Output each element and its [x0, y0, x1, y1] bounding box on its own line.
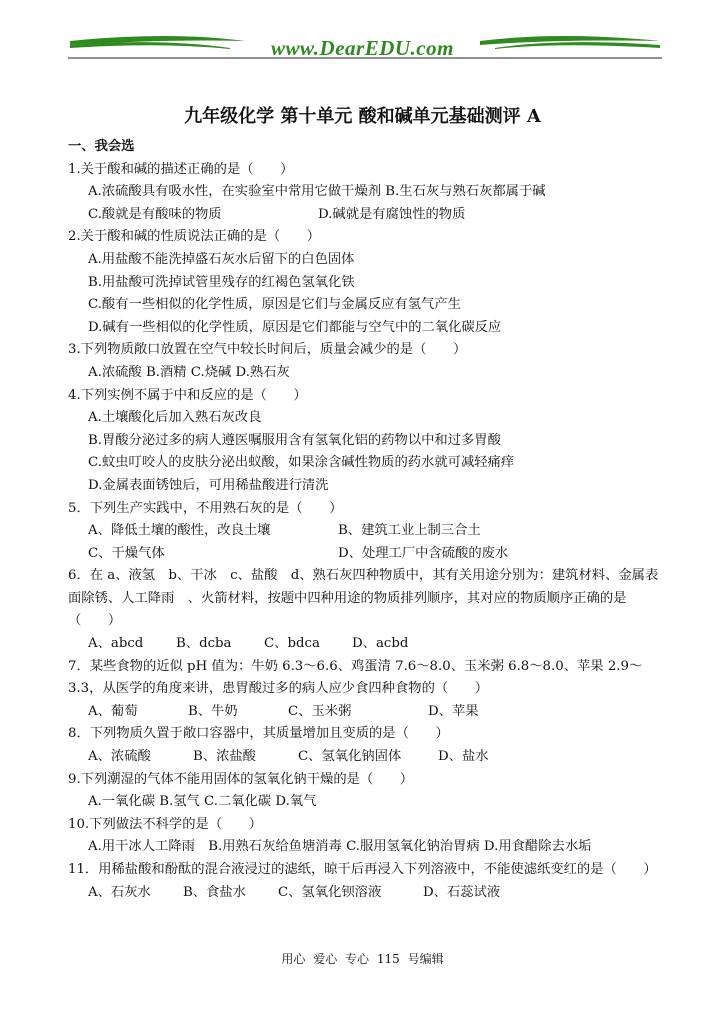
question-option: B、浓盐酸: [193, 749, 256, 765]
question-option-line: C.酸有一些相似的化学性质，原因是它们与金属反应有氢气产生: [88, 297, 461, 313]
question-option: D、处理工厂中含硫酸的废水: [338, 545, 509, 561]
question-option-row: [68, 746, 668, 769]
question-stem: 1.关于酸和碱的描述正确的是（ ）: [68, 161, 294, 177]
question-option-pair: [68, 204, 668, 227]
question-stem: 2.关于酸和碱的性质说法正确的是（ ）: [68, 229, 321, 245]
question-stem: 9.下列潮湿的气体不能用固体的氢氧化钠干燥的是（ ）: [68, 771, 414, 787]
question-option: A、葡萄: [88, 703, 138, 719]
question-option-line: B.胃酸分泌过多的病人遵医嘱服用含有氢氧化铝的药物以中和过多胃酸: [88, 432, 501, 448]
question-stem: 5．下列生产实践中，不用熟石灰的是（ ）: [68, 500, 343, 516]
question-stem: 8．下列物质久置于敞口容器中，其质量增加且变质的是（ ）: [68, 726, 449, 742]
question-option: D、石蕊试液: [423, 884, 501, 900]
question-option-line: A.一氧化碳 B.氢气 C.二氧化碳 D.氧气: [88, 794, 317, 810]
question-option-row: [68, 701, 668, 724]
question-option: B、dcba: [176, 636, 232, 652]
question-option-pair: [68, 520, 668, 543]
question-stem: 3.下列物质敞口放置在空气中较长时间后，质量会减少的是（ ）: [68, 342, 467, 358]
question-option: D、苹果: [428, 703, 479, 719]
question-option-line: C.蚊虫叮咬人的皮肤分泌出蚁酸，如果涂含碱性物质的药水就可减轻痛痒: [88, 455, 515, 471]
question-option: A、abcd: [88, 636, 144, 652]
question-option: C、氢氧化钠固体: [298, 749, 402, 765]
question-option: C、氢氧化钡溶液: [278, 884, 382, 900]
question-option-row: [68, 633, 668, 656]
page-header: [0, 28, 725, 68]
question-option: C、干燥气体: [88, 545, 165, 561]
question-option: B、牛奶: [188, 703, 238, 719]
question-stem: 4.下列实例不属于中和反应的是（ ）: [68, 387, 307, 403]
section-heading: 一、我会选: [68, 139, 135, 154]
question-option-line: A.用干冰人工降雨 B.用熟石灰给鱼塘消毒 C.服用氢氧化钠治胃病 D.用食醋除去水垢: [88, 839, 592, 855]
site-logo: www.DearEDU.com: [271, 36, 454, 60]
question-option: D、盐水: [438, 749, 489, 765]
question-option-line: A.浓硫酸 B.酒精 C.烧碱 D.熟石灰: [88, 364, 290, 380]
question-option-line: A.土壤酸化后加入熟石灰改良: [88, 410, 262, 426]
page-footer: 用心 爱心 专心 115 号编辑: [281, 952, 444, 966]
question-option: C、玉米粥: [288, 703, 352, 719]
question-option: C.酸就是有酸味的物质: [88, 206, 222, 222]
question-option-line: A.浓硫酸具有吸水性，在实验室中常用它做干燥剂 B.生石灰与熟石灰都属于碱: [88, 184, 546, 200]
question-stem: 11．用稀盐酸和酚酞的混合液浸过的滤纸，晾干后再浸入下列溶液中，不能使滤纸变红的是（ ）: [68, 862, 657, 877]
question-option: D、acbd: [352, 636, 409, 652]
question-stem: 6．在 a、液氢 b、干冰 c、盐酸 d、熟石灰四种物质中，其有关用途分别为：建筑材料、金属表面除锈、人工降雨 、火箭材料，按题中四种用途的物质排列顺序，其对应的物质顺序正确的是（ ）: [68, 568, 659, 629]
document-body: [68, 136, 668, 904]
question-option: D.碱就是有腐蚀性的物质: [318, 206, 466, 222]
question-option-line: D.碱有一些相似的化学性质，原因是它们都能与空气中的二氧化碳反应: [88, 319, 502, 335]
question-stem: 10.下列做法不科学的是（ ）: [68, 816, 263, 832]
question-option-line: B.用盐酸可洗掉试管里残存的红褐色氢氧化铁: [88, 274, 355, 290]
page-title: 九年级化学 第十单元 酸和碱单元基础测评 A: [184, 106, 541, 127]
question-option: B、建筑工业上制三合土: [338, 523, 481, 539]
question-option-pair: [68, 543, 668, 566]
question-option: A、浓硫酸: [88, 749, 151, 765]
question-option-line: A.用盐酸不能洗掉盛石灰水后留下的白色固体: [88, 251, 355, 267]
question-option: C、bdca: [264, 636, 320, 652]
question-option: A、石灰水: [88, 884, 151, 900]
question-option-line: D.金属表面锈蚀后，可用稀盐酸进行清洗: [88, 477, 329, 493]
question-stem: 7．某些食物的近似 pH 值为：牛奶 6.3～6.6、鸡蛋清 7.6～8.0、玉米粥 6.8～8.0、苹果 2.9～3.3，从医学的角度来讲，患胃酸过多的病人应少食四种食物的（ ）: [68, 658, 643, 697]
question-option: B、食盐水: [183, 884, 246, 900]
question-option: A、降低土壤的酸性，改良土壤: [88, 523, 271, 539]
question-option-row: [68, 882, 668, 905]
